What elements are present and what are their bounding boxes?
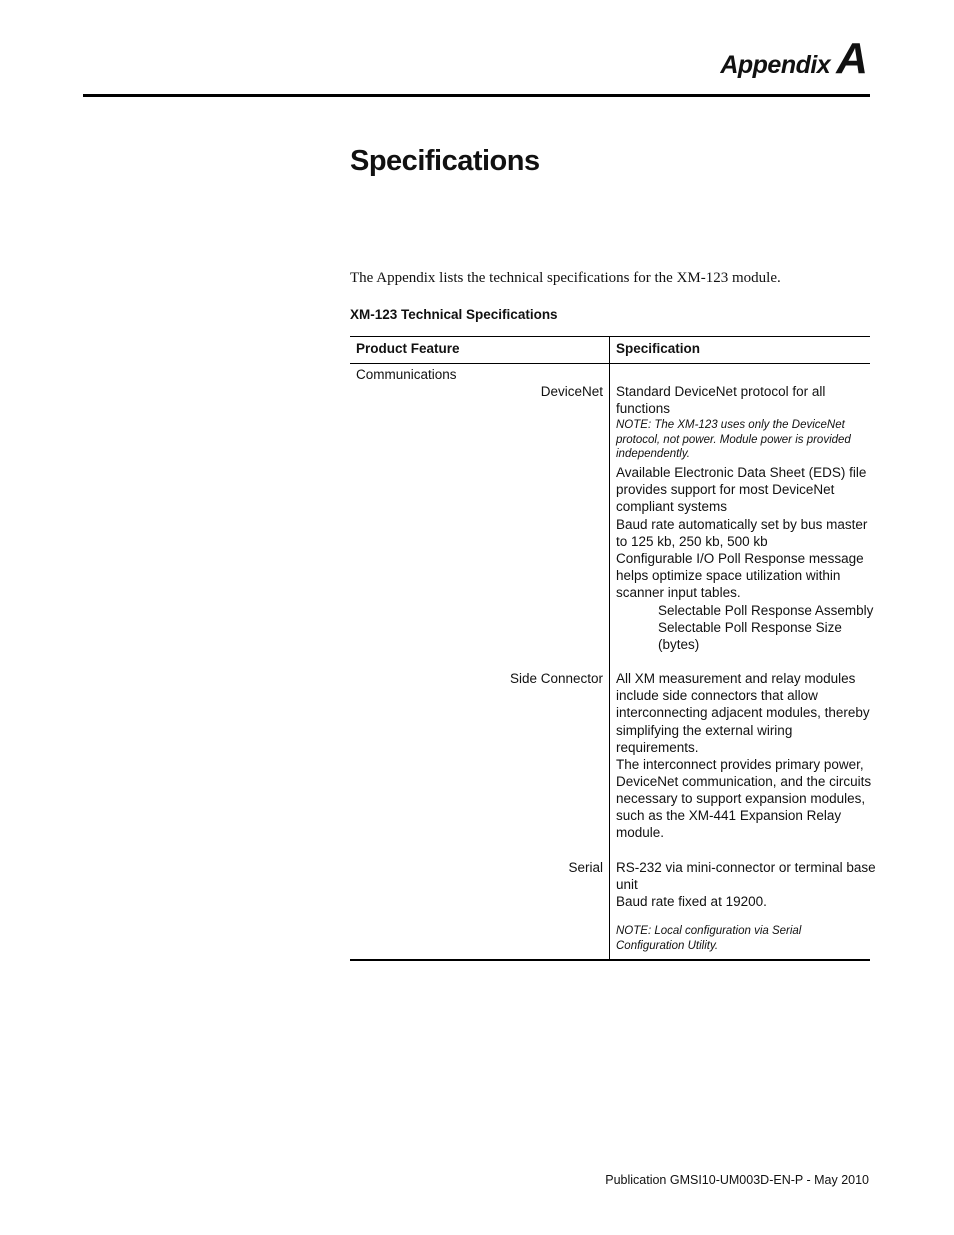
page-title: Specifications	[350, 145, 540, 177]
group-label-communications: Communications	[356, 367, 457, 382]
devicenet-sub-line: Selectable Poll Response Assembly	[658, 603, 874, 618]
side-connector-spec-line: All XM measurement and relay modules	[616, 671, 856, 686]
devicenet-spec-line: Configurable I/O Poll Response message	[616, 551, 864, 566]
appendix-word: Appendix	[720, 51, 831, 79]
devicenet-note-line: protocol, not power. Module power is provided	[616, 433, 851, 446]
devicenet-sub-line: (bytes)	[658, 637, 700, 652]
publication-footer: Publication GMSI10-UM003D-EN-P - May 2010	[605, 1173, 869, 1187]
row-label-devicenet: DeviceNet	[540, 384, 603, 399]
serial-note-line: NOTE: Local configuration via Serial	[616, 925, 802, 937]
devicenet-spec-line: helps optimize space utilization within	[616, 568, 841, 583]
column-divider	[609, 337, 610, 959]
column-header-specification: Specification	[616, 341, 701, 356]
side-connector-spec-line: interconnecting adjacent modules, thereby	[616, 705, 870, 720]
specifications-table	[350, 336, 876, 961]
devicenet-note-line: NOTE: The XM-123 uses only the DeviceNet	[616, 419, 845, 431]
devicenet-sub-line: Selectable Poll Response Size	[658, 620, 842, 635]
side-connector-spec-line: The interconnect provides primary power,	[616, 757, 864, 772]
table-header-rule	[350, 363, 870, 364]
row-label-side-connector: Side Connector	[509, 671, 603, 686]
table-caption: XM-123 Technical Specifications	[350, 307, 558, 322]
devicenet-spec-line: compliant systems	[616, 499, 728, 514]
side-connector-spec-line: include side connectors that allow	[616, 688, 818, 703]
side-connector-spec-line: module.	[616, 825, 665, 840]
header-rule	[83, 94, 870, 97]
devicenet-spec-line: functions	[616, 401, 671, 416]
side-connector-spec-line: DeviceNet communication, and the circuits	[616, 774, 872, 789]
devicenet-spec-line: scanner input tables.	[616, 585, 741, 600]
side-connector-spec-line: simplifying the external wiring	[616, 723, 793, 738]
devicenet-spec-line: Baud rate automatically set by bus master	[616, 517, 868, 532]
row-label-serial: Serial	[568, 860, 603, 875]
column-header-feature: Product Feature	[356, 341, 460, 356]
devicenet-spec-line: Available Electronic Data Sheet (EDS) file	[616, 465, 867, 480]
devicenet-note-line: independently.	[616, 448, 690, 460]
side-connector-spec-line: necessary to support expansion modules,	[616, 791, 866, 806]
intro-paragraph: The Appendix lists the technical specifications for the XM-123 module.	[350, 270, 781, 286]
serial-spec-line: Baud rate fixed at 19200.	[616, 894, 767, 909]
side-connector-spec-line: such as the XM-441 Expansion Relay	[616, 808, 842, 823]
serial-spec-line: RS-232 via mini-connector or terminal base	[616, 860, 876, 875]
appendix-heading	[720, 34, 868, 84]
devicenet-spec-line: to 125 kb, 250 kb, 500 kb	[616, 534, 768, 549]
devicenet-spec-line: Standard DeviceNet protocol for all	[616, 384, 826, 399]
side-connector-spec-line: requirements.	[616, 740, 699, 755]
devicenet-spec-line: provides support for most DeviceNet	[616, 482, 835, 497]
serial-note-line: Configuration Utility.	[616, 939, 719, 952]
serial-spec-line: unit	[616, 877, 638, 892]
appendix-letter: A	[836, 34, 868, 83]
